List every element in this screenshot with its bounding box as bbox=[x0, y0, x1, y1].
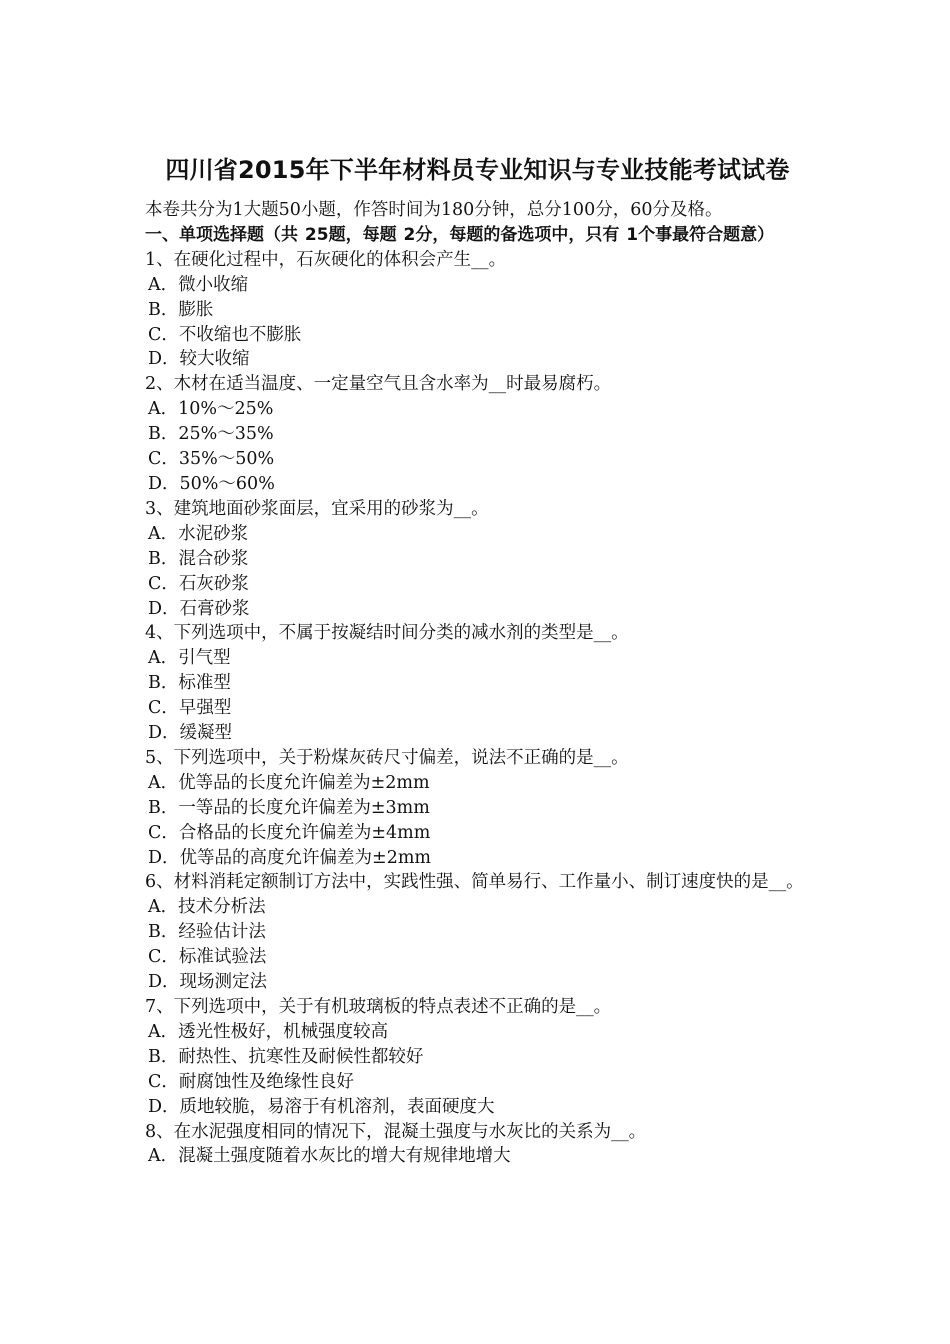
answer-option: C．不收缩也不膨胀 bbox=[148, 324, 302, 345]
question-block bbox=[145, 870, 810, 995]
question-stem: 3、建筑地面砂浆面层，宜采用的砂浆为__。 bbox=[145, 498, 489, 519]
question-list bbox=[145, 248, 810, 1170]
question-block bbox=[145, 1120, 810, 1170]
answer-option: C．早强型 bbox=[148, 698, 232, 719]
question-stem: 2、木材在适当温度、一定量空气且含水率为__时最易腐朽。 bbox=[145, 374, 612, 395]
question-block bbox=[145, 497, 810, 622]
question-stem: 6、材料消耗定额制订方法中，实践性强、简单易行、工作量小、制订速度快的是__。 bbox=[145, 872, 804, 893]
document-page bbox=[145, 150, 810, 1169]
answer-option: B．经验估计法 bbox=[148, 922, 266, 943]
answer-option: D．优等品的高度允许偏差为±2mm bbox=[148, 847, 432, 868]
answer-option: A．透光性极好，机械强度较高 bbox=[148, 1021, 389, 1042]
answer-option: C．35%～50% bbox=[148, 449, 275, 470]
answer-option: B．标准型 bbox=[148, 673, 231, 694]
answer-option: D．50%～60% bbox=[148, 473, 275, 494]
intro-text: 本卷共分为1大题50小题，作答时间为180分钟，总分100分，60分及格。 bbox=[145, 200, 723, 220]
answer-option: B．25%～35% bbox=[148, 424, 274, 445]
question-block bbox=[145, 995, 810, 1120]
answer-option: A．混凝土强度随着水灰比的增大有规律地增大 bbox=[148, 1146, 511, 1167]
answer-option: D．现场测定法 bbox=[148, 972, 268, 993]
question-stem: 8、在水泥强度相同的情况下，混凝土强度与水灰比的关系为__。 bbox=[145, 1121, 647, 1142]
question-block bbox=[145, 621, 810, 746]
answer-option: D．质地较脆，易溶于有机溶剂，表面硬度大 bbox=[148, 1096, 495, 1117]
answer-option: A．技术分析法 bbox=[148, 897, 266, 918]
answer-option: C．合格品的长度允许偏差为±4mm bbox=[148, 822, 431, 843]
answer-option: C．耐腐蚀性及绝缘性良好 bbox=[148, 1071, 354, 1092]
answer-option: D．较大收缩 bbox=[148, 349, 250, 370]
answer-option: A．10%～25% bbox=[148, 399, 274, 420]
answer-option: A．优等品的长度允许偏差为±2mm bbox=[148, 772, 430, 793]
answer-option: C．石灰砂浆 bbox=[148, 573, 249, 594]
answer-option: D．缓凝型 bbox=[148, 723, 233, 744]
question-block bbox=[145, 746, 810, 871]
answer-option: B．混合砂浆 bbox=[148, 548, 249, 569]
question-block bbox=[145, 372, 810, 497]
answer-option: C．标准试验法 bbox=[148, 947, 267, 968]
answer-option: A．水泥砂浆 bbox=[148, 523, 249, 544]
document-title: 四川省2015年下半年材料员专业知识与专业技能考试试卷 bbox=[165, 156, 790, 184]
question-block bbox=[145, 248, 810, 373]
question-stem: 7、下列选项中，关于有机玻璃板的特点表述不正确的是__。 bbox=[145, 997, 612, 1017]
answer-option: A．微小收缩 bbox=[148, 274, 249, 295]
question-stem: 5、下列选项中，关于粉煤灰砖尺寸偏差，说法不正确的是__。 bbox=[145, 747, 629, 768]
question-stem: 4、下列选项中，不属于按凝结时间分类的减水剂的类型是__。 bbox=[145, 623, 629, 644]
section-heading: 一、单项选择题（共 25题，每题 2分，每题的备选项中，只有 1个事最符合题意） bbox=[145, 224, 775, 245]
answer-option: B．耐热性、抗寒性及耐候性都较好 bbox=[148, 1046, 424, 1067]
question-stem: 1、在硬化过程中，石灰硬化的体积会产生__。 bbox=[145, 249, 507, 270]
answer-option: B．膨胀 bbox=[148, 299, 214, 320]
answer-option: D．石膏砂浆 bbox=[148, 598, 250, 619]
answer-option: B．一等品的长度允许偏差为±3mm bbox=[148, 797, 430, 818]
answer-option: A．引气型 bbox=[148, 648, 231, 669]
